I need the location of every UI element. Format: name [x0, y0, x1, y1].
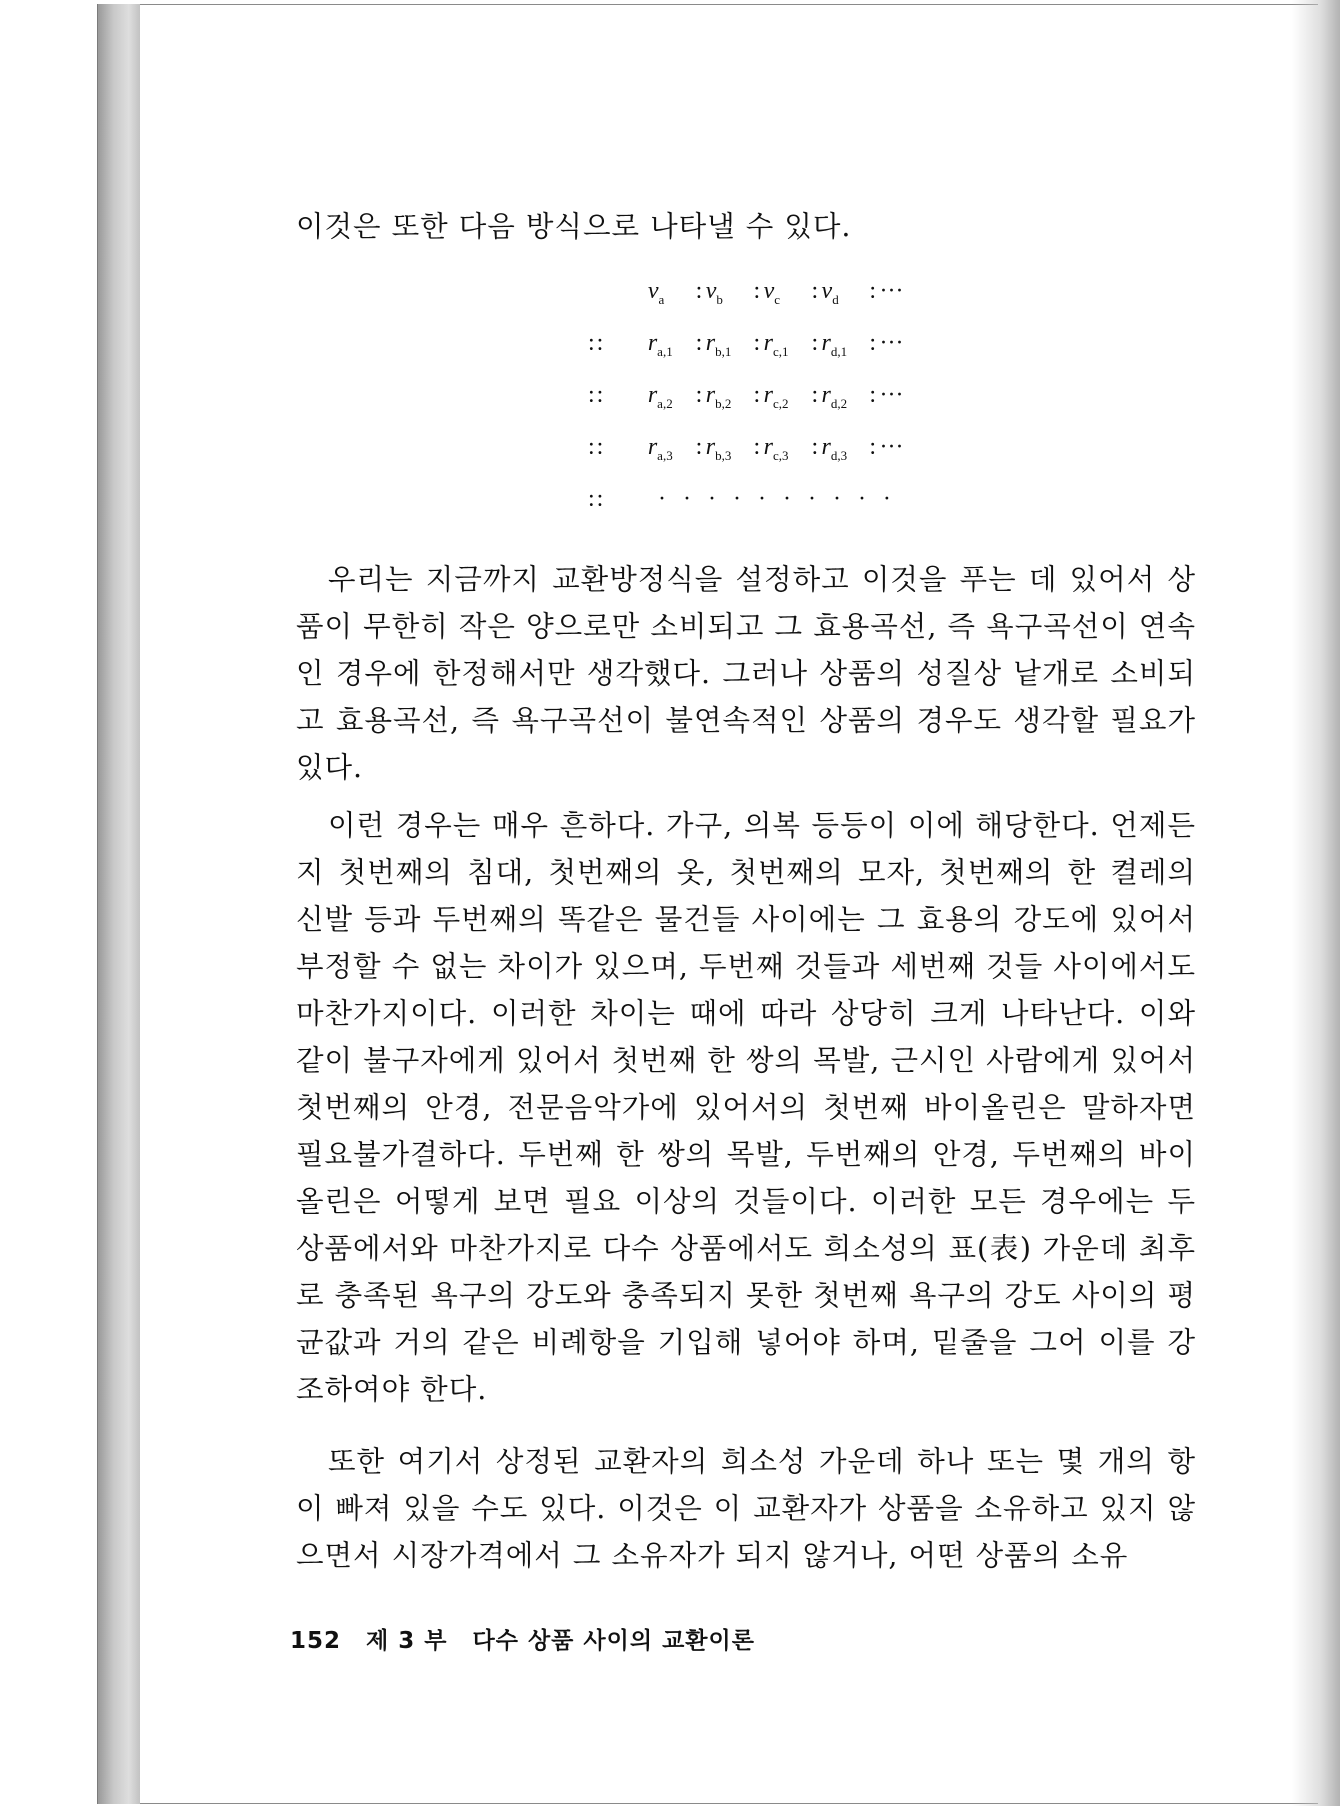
- matrix-cell: $r_{b,1}$: [705, 330, 732, 359]
- matrix-cell: $r_{c,3}$: [763, 434, 789, 463]
- chapter-title: 다수 상품 사이의 교환이론: [472, 1628, 755, 1654]
- intro-sentence: 이것은 또한 다음 방식으로 나타낼 수 있다.: [296, 210, 852, 243]
- book-spine: [97, 4, 142, 1804]
- matrix-cell: $v_c$: [763, 278, 781, 307]
- matrix-cell: $r_{b,2}$: [705, 382, 732, 411]
- paragraph: 이런 경우는 매우 흔하다. 가구, 의복 등등이 이에 해당한다. 언제든지 첫번째의 침대, 첫번째의 옷, 첫번째의 모자, 첫번째의 한 켤레의 신발 등과 두번째의 똑같은 물건들 사이에는 그 효용의 강도에 있어서 부정할 수 없는 차이가 있으며, 두번째 것들과 세번째 것들 사이에서도 마찬가지이다. 이러한 차이는 때에 따라 상당히 크게 나타난다. 이와 같이 불구자에게 있어서 첫번째 한 쌍의 목발, 근시인 사람에게 있어서 첫번째의 안경, 전문음악가에 있어서의 첫번째 바이올린은 말하자면 필요불가결하다. 두번째 한 쌍의 목발, 두번째의 안경, 두번째의 바이올린은 어떻게 보면 필요 이상의 것들이다. 이러한 모든 경우에는 두 상품에서와 마찬가지로 다수 상품에서도 희소성의 표(表) 가운데 최후로 충족된 욕구의 강도와 충족되지 못한 첫번째 욕구의 강도 사이의 평균값과 거의 같은 비례항을 기입해 넣어야 하며, 밑줄을 그어 이를 강조하여야 한다.: [296, 809, 1196, 1406]
- matrix-cell: $v_a$: [647, 278, 665, 307]
- matrix-row: :: $r_{a,2}$ : $r_{b,2}$ : $r_{c,2}$ : $r_{d,2}$ : ···: [588, 382, 904, 411]
- matrix-cell: $r_{d,2}$: [821, 382, 848, 411]
- paragraph: 또한 여기서 상정된 교환자의 희소성 가운데 하나 또는 몇 개의 항이 빠져 있을 수도 있다. 이것은 이 교환자가 상품을 소유하고 있지 않으면서 시장가격에서 그 소유자가 되지 않거나, 어떤 상품의 소유: [296, 1445, 1196, 1572]
- matrix-cell: $r_{d,3}$: [821, 434, 848, 463]
- page-number: 152: [290, 1628, 342, 1654]
- paragraph: 우리는 지금까지 교환방정식을 설정하고 이것을 푸는 데 있어서 상품이 무한히 작은 양으로만 소비되고 그 효용곡선, 즉 욕구곡선이 연속인 경우에 한정해서만 생각했다. 그러나 상품의 성질상 낱개로 소비되고 효용곡선, 즉 욕구곡선이 불연속적인 상품의 경우도 생각할 필요가 있다.: [296, 563, 1196, 784]
- part-label: 제 3 부: [366, 1628, 448, 1654]
- matrix-cell: $r_{a,1}$: [647, 330, 673, 359]
- matrix-cell: $r_{b,3}$: [705, 434, 732, 463]
- matrix-cell: $v_b$: [705, 278, 723, 307]
- page-edge-shadow: [1292, 0, 1340, 1806]
- matrix-row: :: $r_{a,3}$ : $r_{b,3}$ : $r_{c,3}$ : $r_{d,3}$ : ···: [588, 434, 904, 463]
- matrix-cell: $r_{c,1}$: [763, 330, 789, 359]
- matrix-dots-row: :: ··········: [588, 486, 908, 512]
- matrix-cell: $r_{a,3}$: [647, 434, 673, 463]
- ratio-matrix: [588, 278, 918, 538]
- matrix-cell: $r_{c,2}$: [763, 382, 789, 411]
- matrix-cell: $v_d$: [821, 278, 839, 307]
- page-footer: [290, 1622, 771, 1655]
- matrix-cell: $r_{a,2}$: [647, 382, 673, 411]
- matrix-row: :: $r_{a,1}$ : $r_{b,1}$ : $r_{c,1}$ : $r_{d,1}$ : ···: [588, 330, 904, 359]
- matrix-header-row: $v_a$ : $v_b$ : $v_c$ : $v_d$ : ···: [647, 278, 904, 307]
- matrix-cell: $r_{d,1}$: [821, 330, 848, 359]
